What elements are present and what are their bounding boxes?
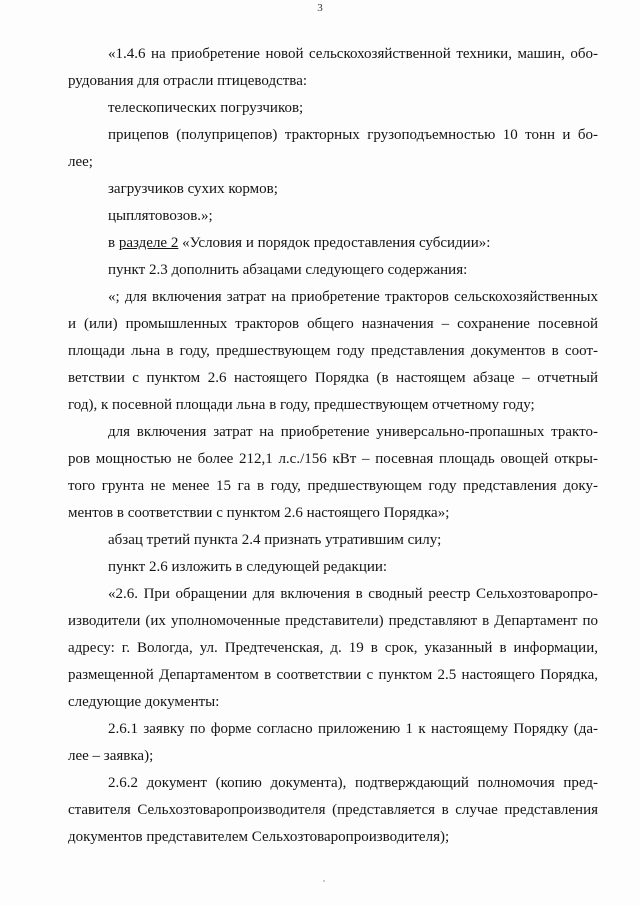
text-line: абзац третий пункта 2.4 признать утратившим силу;	[108, 532, 442, 548]
text-line: цыплятовозов.»;	[108, 208, 213, 224]
text-line: изводители (их уполномоченные представители) представляют в Департамент по	[68, 613, 598, 629]
text-line: загрузчиков сухих кормов;	[108, 181, 278, 197]
text-line: для включения затрат на приобретение универсально-пропашных тракто-	[108, 424, 598, 440]
text-line: пункт 2.6 изложить в следующей редакции:	[108, 559, 388, 575]
text-line: ров мощностью не более 212,1 л.с./156 кВт – посевная площадь овощей откры-	[68, 451, 598, 467]
section-2-link[interactable]: разделе 2	[118, 235, 179, 251]
text-fragment: «Условия и порядок предоставления субсидии»:	[182, 235, 491, 251]
text-line: пункт 2.3 дополнить абзацами следующего содержания:	[108, 262, 468, 278]
page-number: 3	[317, 2, 323, 14]
text-line: лее – заявка);	[68, 748, 154, 764]
text-line: «1.4.6 на приобретение новой сельскохозяйственной техники, машин, обо-	[108, 46, 598, 62]
text-line: телескопических погрузчиков;	[108, 100, 304, 116]
text-line: 2.6.2 документ (копию документа), подтверждающий полномочия пред-	[108, 775, 598, 791]
text-line: размещенной Департаментом в соответствии с пунктом 2.5 настоящего Порядка,	[68, 667, 598, 683]
text-line: ставителя Сельхозтоваропроизводителя (представляется в случае представления	[68, 802, 598, 818]
scan-speck	[323, 880, 325, 882]
text-line	[108, 234, 490, 252]
text-line: 2.6.1 заявку по форме согласно приложению 1 к настоящему Порядку (да-	[108, 721, 598, 737]
text-line: прицепов (полуприцепов) тракторных грузоподъемностью 10 тонн и бо-	[108, 127, 598, 143]
text-line: следующие документы:	[68, 694, 220, 710]
text-line: адресу: г. Вологда, ул. Предтеченская, д. 19 в срок, указанный в информации,	[68, 640, 598, 656]
text-line: год), к посевной площади льна в году, предшествующем отчетному году;	[68, 397, 535, 413]
text-line: рудования для отрасли птицеводства:	[68, 73, 308, 89]
text-line: площади льна в году, предшествующем году представления документов в соот-	[68, 343, 598, 359]
text-line: того грунта не менее 15 га в году, предшествующем году представления доку-	[68, 478, 598, 494]
text-line: лее;	[68, 154, 93, 170]
text-line: ветствии с пунктом 2.6 настоящего Порядка (в настоящем абзаце – отчетный	[68, 370, 598, 386]
text-line: и (или) промышленных тракторов общего назначения – сохранение посевной	[68, 316, 598, 332]
text-line: документов представителем Сельхозтоваропроизводителя);	[68, 829, 450, 845]
text-line: «; для включения затрат на приобретение тракторов сельскохозяйственных	[108, 289, 598, 305]
text-line: ментов в соответствии с пунктом 2.6 настоящего Порядка»;	[68, 505, 450, 521]
text-line: «2.6. При обращении для включения в сводный реестр Сельхозтоваропро-	[108, 586, 598, 602]
text-fragment: в	[108, 235, 116, 251]
